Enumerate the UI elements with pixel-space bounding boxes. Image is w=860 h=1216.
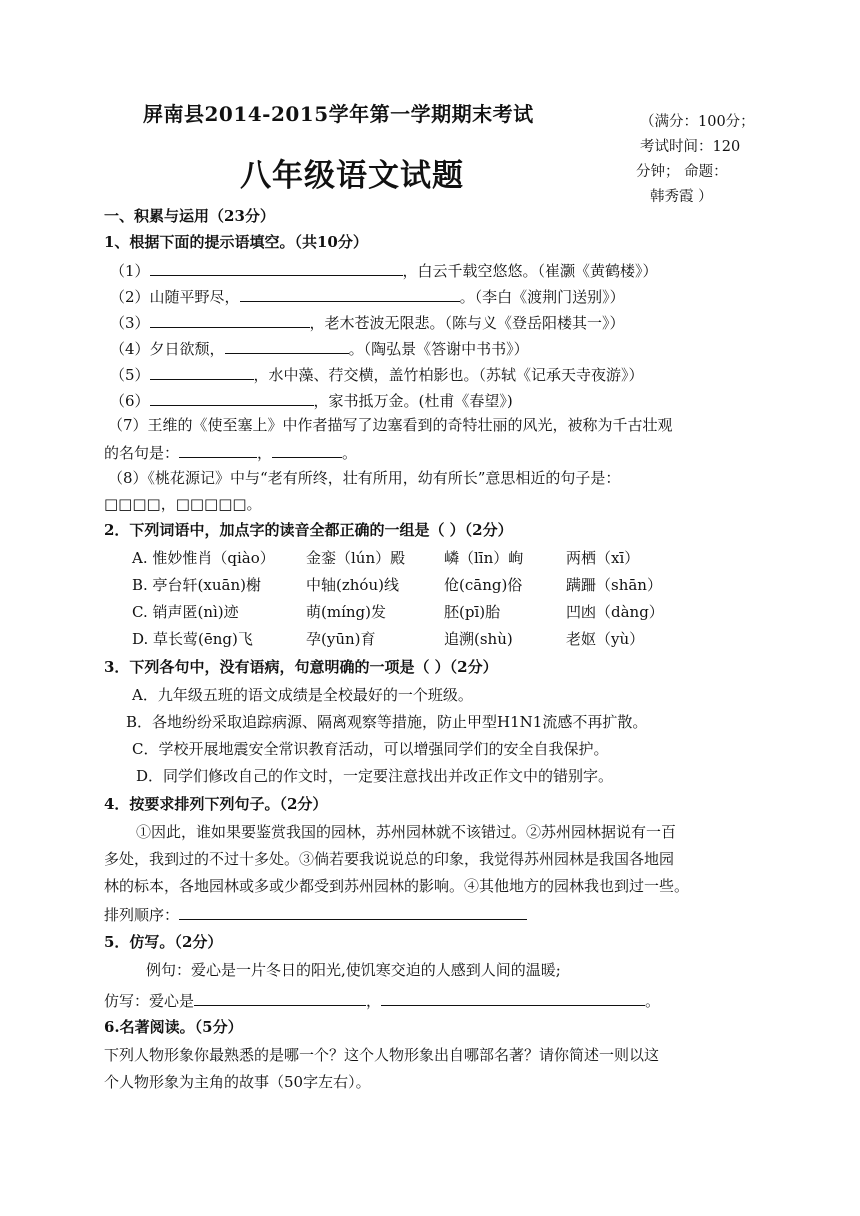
q2-a-4: 两栖（xī）: [566, 549, 640, 567]
q1-item-7-line2: 的名句是： ， 。: [104, 440, 357, 464]
q2-d-4: 老妪（yù）: [566, 630, 645, 648]
q1-item-5: （5） ，水中藻、荇交横，盖竹柏影也。（苏轼《记承天寺夜游》）: [110, 362, 644, 386]
q6-text-line2: 个人物形象为主角的故事（50字左右）。: [104, 1073, 371, 1091]
question-4-heading: 4．按要求排列下列句子。（2分）: [104, 795, 328, 813]
q5-imitate-line: 仿写：爱心是 ， 。: [104, 988, 660, 1012]
q1-item-2: （2）山随平野尽， 。（李白《渡荆门送别》）: [110, 284, 625, 308]
q3-option-c: C．学校开展地震安全常识教育活动，可以增强同学们的安全自我保护。: [132, 740, 609, 758]
q2-d-2: 孕(yūn)育: [306, 630, 376, 648]
q4-text-line3: 林的标本，各地园林或多或少都受到苏州园林的影响。④其他地方的园林我也到过一些。: [104, 877, 690, 895]
q2-d-3: 追溯(shù): [444, 630, 513, 648]
q3-option-b: B．各地纷纷采取追踪病源、隔离观察等措施，防止甲型H1N1流感不再扩散。: [126, 713, 648, 731]
q1-item-1: （1） ，白云千载空悠悠。（崔灏《黄鹤楼》）: [110, 258, 658, 282]
q1-item-7-line1: （7）王维的《使至塞上》中作者描写了边塞看到的奇特壮丽的风光，被称为千古壮观: [108, 416, 673, 434]
q1-item-8-line1: （8）《桃花源记》中与“老有所终，壮有所用，幼有所长”意思相近的句子是：: [108, 469, 621, 487]
q1-item-3: （3） ，老木苍波无限悲。（陈与义《登岳阳楼其一》）: [110, 310, 625, 334]
section-heading: 一、积累与运用（23分）: [104, 207, 275, 225]
q2-c-3: 胚(pī)胎: [444, 603, 501, 621]
q4-order-line: 排列顺序：: [104, 902, 527, 926]
question-6-heading: 6.名著阅读。（5分）: [104, 1018, 243, 1036]
q2-a-2: 金銮（lún）殿: [306, 549, 406, 567]
question-2-heading: 2．下列词语中，加点字的读音全都正确的一组是（ ）（2分）: [104, 521, 513, 539]
q2-c-1: C. 销声匿(nì)迹: [132, 603, 239, 621]
q5-example: 例句：爱心是一片冬日的阳光,使饥寒交迫的人感到人间的温暖;: [146, 961, 561, 979]
q2-a-1: A. 惟妙惟肖（qiào）: [132, 549, 275, 567]
q1-item-4: （4）夕日欲颓， 。（陶弘景《答谢中书书》）: [110, 336, 529, 360]
question-3-heading: 3．下列各句中，没有语病，句意明确的一项是（ ）（2分）: [104, 658, 498, 676]
q2-c-4: 凹凼（dàng）: [566, 603, 664, 621]
exam-subtitle: 八年级语文试题: [240, 158, 464, 194]
exam-title: 屏南县2014-2015学年第一学期期末考试: [143, 102, 534, 126]
exam-meta-line4: 韩秀霞 ）: [650, 189, 713, 205]
q3-option-d: D．同学们修改自己的作文时，一定要注意找出并改正作文中的错别字。: [136, 767, 614, 785]
q2-b-1: B. 亭台轩(xuān)榭: [132, 576, 261, 594]
q4-text-line2: 多处，我到过的不过十多处。③倘若要我说说总的印象，我觉得苏州园林是我国各地园: [104, 850, 675, 868]
question-5-heading: 5．仿写。（2分）: [104, 933, 223, 951]
q6-text-line1: 下列人物形象你最熟悉的是哪一个？这个人物形象出自哪部名著？请你简述一则以这: [104, 1046, 660, 1064]
question-1-heading: 1、根据下面的提示语填空。（共10分）: [104, 233, 368, 251]
q1-item-8-line2: □□□□，□□□□□。: [104, 495, 262, 513]
q2-a-3: 嶙（līn）峋: [444, 549, 524, 567]
q4-text-line1: ①因此，谁如果要鉴赏我国的园林，苏州园林就不该错过。②苏州园林据说有一百: [136, 823, 677, 841]
q2-b-2: 中轴(zhóu)线: [306, 576, 399, 594]
q2-b-4: 蹒跚（shān）: [566, 576, 662, 594]
q2-c-2: 萌(míng)发: [306, 603, 386, 621]
exam-meta-line3: 分钟； 命题：: [636, 164, 728, 180]
q2-d-1: D. 草长莺(ēng)飞: [132, 630, 253, 648]
exam-meta-line1: （满分：100分；: [640, 114, 755, 130]
q1-item-6: （6） ，家书抵万金。(杜甫《春望》): [110, 388, 513, 412]
exam-meta-line2: 考试时间：120: [640, 139, 741, 155]
q2-b-3: 伧(cāng)俗: [444, 576, 523, 594]
q3-option-a: A．九年级五班的语文成绩是全校最好的一个班级。: [132, 686, 473, 704]
